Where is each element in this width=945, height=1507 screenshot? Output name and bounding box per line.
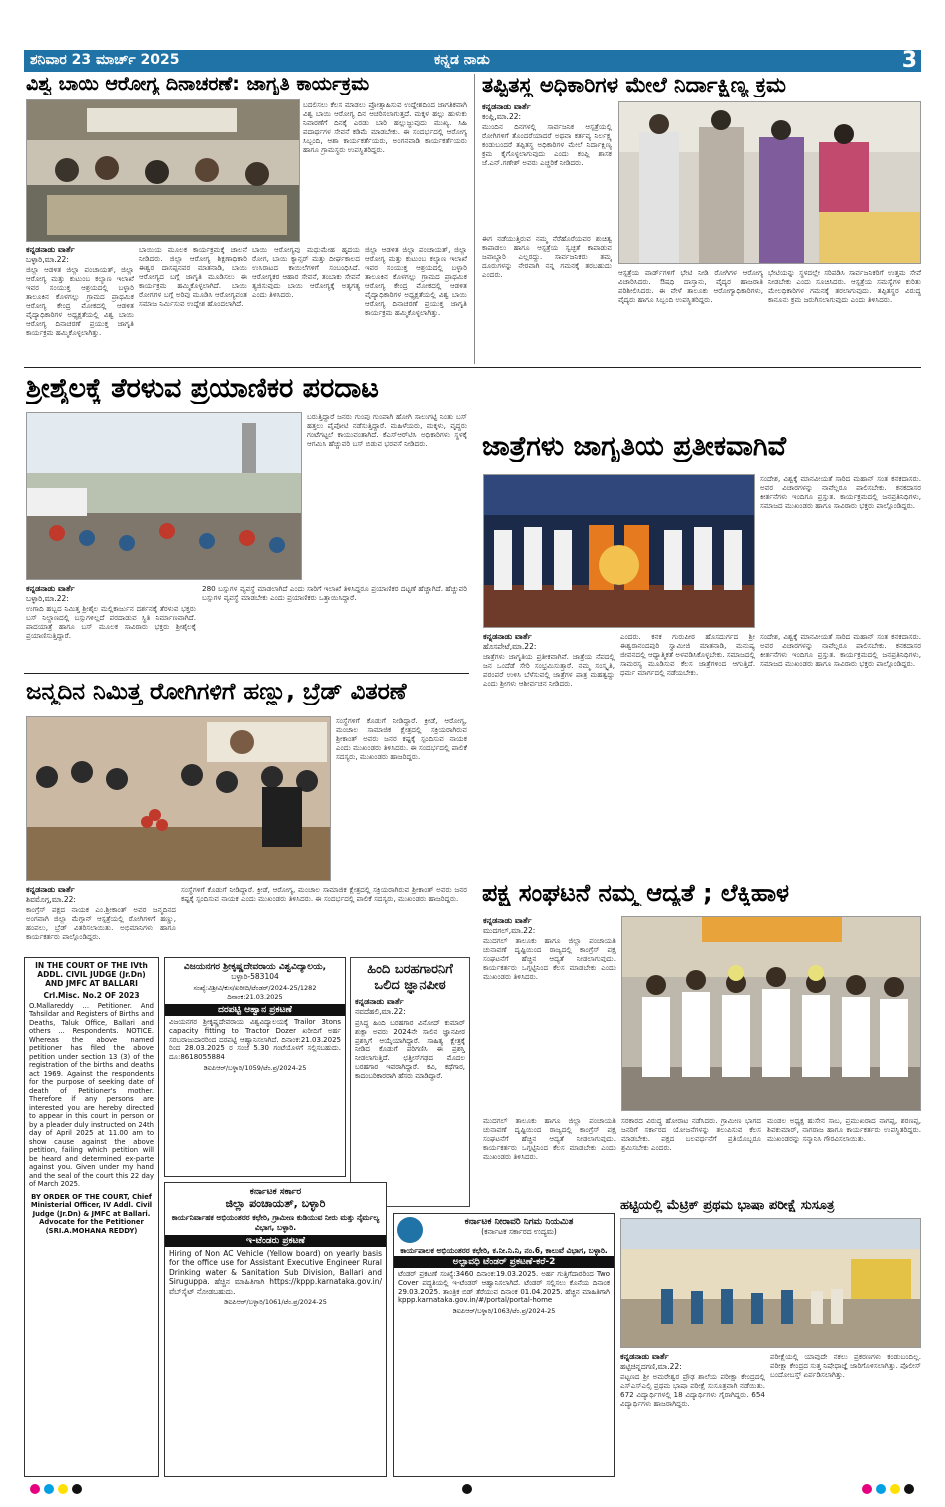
headline-health: ವಿಶ್ವ ಬಾಯಿ ಆರೋಗ್ಯ ದಿನಾಚರಣೆ: ಜಾಗೃತಿ ಕಾರ್ಯಕ್ರಮ — [26, 74, 370, 95]
registration-mark — [58, 1484, 68, 1494]
registration-mark — [904, 1484, 914, 1494]
fairs-col-1: ಜಾತ್ರೆಗಳು ಜಾಗೃತಿಯ ಪ್ರತೀಕವಾಗಿವೆ. ಜಾತ್ರೆಯ ನೆಪದಲ್ಲಿ ಜನ ಒಂದೆಡೆ ಸೇರಿ ಸಂಭ್ರಮಿಸುತ್ತಾರೆ. ನಮ್ಮ ಸಂಸ್ಕೃತಿ, ಪರಂಪರೆ ಉಳಿಸಿ ಬೆಳೆಸುವಲ್ಲಿ ಜಾತ್ರೆಗಳ ಪಾತ್ರ ಮಹತ್ವದ್ದು ಎಂದು ಶ್ರೀಗಳು ಆಶೀರ್ವಚನ ನೀಡಿದರು. — [483, 652, 615, 688]
party-byline: ಕನ್ನಡನಾಡು ವಾರ್ತೆ — [483, 916, 532, 925]
officials-byline: ಕನ್ನಡನಾಡು ವಾರ್ತೆ — [482, 102, 531, 111]
health-col-2: ಬಾಯಿಯ ಮೂಲಕ ಕಾರ್ಯಕ್ರಮಕ್ಕೆ ಚಾಲನೆ ನೀಡಿದರು. ಜಿಲ್ಲಾ ಆರೋಗ್ಯ ಶಿಕ್ಷಣಾಧಿಕಾರಿ ಈಶ್ವರ ದಾಸಪ್ಪನವರ ಮಾತನಾಡಿ, ಬಾಯಿ ಆರೋಗ್ಯದ ಬಗ್ಗೆ ಜಾಗೃತಿ ಮೂಡಿಸಲು ಈ ಕಾರ್ಯಕ್ರಮ ಹಮ್ಮಿಕೊಳ್ಳಲಾಗಿದೆ. ಬಾಯಿ ರೋಗಗಳ ಬಗ್ಗೆ ಅರಿವು ಮೂಡಿಸಿ ಆರೋಗ್ಯವಂತ ಸಮಾಜ ನಿರ್ಮಿಸುವ ಉದ್ದೇಶ ಹೊಂದಲಾಗಿದೆ. — [139, 245, 247, 308]
registration-mark — [862, 1484, 872, 1494]
hindi-body: ಪ್ರಸಿದ್ಧ ಹಿಂದಿ ಬರಹಗಾರ ವಿನೋದ್ ಕುಮಾರ್ ಶುಕ್ಲಾ ಅವರು 2024ನೇ ಸಾಲಿನ ಜ್ಞಾನಪೀಠ ಪ್ರಶಸ್ತಿಗೆ ಆಯ್ಕೆಯಾಗಿದ್ದಾರೆ. ಸಾಹಿತ್ಯ ಕ್ಷೇತ್ರಕ್ಕೆ ನೀಡಿದ ಕೊಡುಗೆ ಪರಿಗಣಿಸಿ ಈ ಪ್ರಶಸ್ತಿ ನೀಡಲಾಗುತ್ತಿದೆ. ಛತ್ತೀಸ್‌ಗಢದ ಮೊದಲ ಬರಹಗಾರ ಇವರಾಗಿದ್ದಾರೆ. ಕವಿ, ಕಥೆಗಾರ, ಕಾದಂಬರಿಕಾರರಾಗಿ ಹೆಸರು ಮಾಡಿದ್ದಾರೆ. — [355, 1019, 465, 1080]
party-col-2: ಸರಕಾರದ ವಿರುದ್ಧ ಹೋರಾಟ ನಡೆಸಿದರು. ಗ್ರಾಮೀಣ ಭಾಗದ ಜನರಿಗೆ ಸರ್ಕಾರದ ಯೋಜನೆಗಳನ್ನು ತಲುಪಿಸುವ ಕೆಲಸ ಮಾಡಬೇಕು. ಪಕ್ಷದ ಬಲವರ್ಧನೆಗೆ ಪ್ರತಿಯೊಬ್ಬರೂ ಶ್ರಮಿಸಬೇಕು ಎಂದರು. — [621, 1116, 761, 1152]
zp-footer: ಡಿಐಪಿಆರ್/ಬಳ್ಳಾರಿ/1061/ಟೆಂ.ಪ್ರ/2024-25 — [224, 1297, 327, 1306]
health-col-1: ಜಿಲ್ಲಾ ಆಡಳಿತ ಜಿಲ್ಲಾ ಪಂಚಾಯತ್, ಜಿಲ್ಲಾ ಆರೋಗ್ಯ ಮತ್ತು ಕುಟುಂಬ ಕಲ್ಯಾಣ ಇಲಾಖೆ ಇವರ ಸಂಯುಕ್ತ ಆಶ್ರಯದಲ್ಲಿ ಬಳ್ಳಾರಿ ತಾಲೂಕಿನ ಕೊಳಗಲ್ಲು ಗ್ರಾಮದ ಪ್ರಾಥಮಿಕ ಆರೋಗ್ಯ ಕೇಂದ್ರ ಮೋಕದಲ್ಲಿ ಆಡಳಿತ ವೈದ್ಯಾಧಿಕಾರಿಗಳ ಅಧ್ಯಕ್ಷತೆಯಲ್ಲಿ ವಿಶ್ವ ಬಾಯಿ ಆರೋಗ್ಯ ದಿನಾಚರಣೆ ಪ್ರಯುಕ್ತ ಜಾಗೃತಿ ಕಾರ್ಯಕ್ರಮ ಹಮ್ಮಿಕೊಳ್ಳಲಾಗಿತ್ತು. — [26, 265, 134, 337]
registration-mark — [72, 1484, 82, 1494]
srisailam-dateline: ಬಳ್ಳಾರಿ,ಮಾ.22: — [26, 594, 69, 603]
party-dateline: ಮುದಗಲ್,ಮಾ.22: — [483, 926, 536, 935]
zp-title: ಕರ್ನಾಟಕ ಸರ್ಕಾರ — [249, 1187, 302, 1197]
officials-col-1: ಮುಂದಿನ ದಿನಗಳಲ್ಲಿ ಸಾರ್ವಜನಿಕ ಆಸ್ಪತ್ರೆಯಲ್ಲಿ ರೋಗಿಗಳಿಗೆ ತೊಂದರೆಯಾದರೆ ಅಥವಾ ಕರ್ತವ್ಯ ನಿರ್ಲಕ್ಷ್ಯ ಕಂಡುಬಂದರೆ ತಪ್ಪಿತಸ್ಥ ಅಧಿಕಾರಿಗಳ ಮೇಲೆ ನಿರ್ದಾಕ್ಷಿಣ್ಯ ಕ್ರಮ ಕೈಗೊಳ್ಳಲಾಗುವುದು ಎಂದು ಕಂಪ್ಲಿ ಶಾಸಕ ಜೆ.ಎನ್.ಗಣೇಶ್ ಅವರು ಎಚ್ಚರಿಕೆ ನೀಡಿದರು. — [482, 122, 612, 167]
registration-mark — [30, 1484, 40, 1494]
registration-mark — [890, 1484, 900, 1494]
issue-date: ಶನಿವಾರ 23 ಮಾರ್ಚ್ 2025 — [30, 52, 180, 68]
birthday-byline: ಕನ್ನಡನಾಡು ವಾರ್ತೆ — [26, 885, 75, 894]
fairs-dateline: ಹೊಸಪೇಟೆ,ಮಾ.22: — [483, 642, 537, 651]
officials-dateline: ಕಂಪ್ಲಿ,ಮಾ.22: — [482, 112, 522, 121]
zp-sub2: ಕಾರ್ಯನಿರ್ವಾಹಕ ಅಭಿಯಂತರರ ಕಛೇರಿ, ಗ್ರಾಮೀಣ ಕುಡಿಯುವ ನೀರು ಮತ್ತು ನೈರ್ಮಲ್ಯ ವಿಭಾಗ, ಬಳ್ಳಾರಿ. — [171, 1213, 380, 1232]
registration-mark — [876, 1484, 886, 1494]
birthday-col-1: ಕಾಂಗ್ರೆಸ್ ಪಕ್ಷದ ನಾಯಕ ಎಂ.ಶ್ರೀಕಾಂತ್ ಅವರ ಜನ್ಮದಿನದ ಅಂಗವಾಗಿ ಜಿಲ್ಲಾ ಮೆಗ್ಗಾನ್ ಆಸ್ಪತ್ರೆಯಲ್ಲಿ ರೋಗಿಗಳಿಗೆ ಹಣ್ಣು, ಹಂಪಲು, ಬ್ರೆಡ್ ವಿತರಿಸಲಾಯಿತು. ಅಭಿಮಾನಿಗಳು ಹಾಗೂ ಕಾರ್ಯಕರ್ತರು ಪಾಲ್ಗೊಂಡಿದ್ದರು. — [26, 905, 176, 941]
water-footer: ಡಿಐಪಿಆರ್/ಬಳ್ಳಾರಿ/1063/ಟೆಂ.ಪ್ರ/2024-25 — [452, 1307, 556, 1315]
exam-col-2: ಪರೀಕ್ಷೆಯಲ್ಲಿ ಯಾವುದೇ ನಕಲು ಪ್ರಕರಣಗಳು ಕಂಡುಬಂದಿಲ್ಲ. ಪರೀಕ್ಷಾ ಕೇಂದ್ರದ ಸುತ್ತ ನಿಷೇಧಾಜ್ಞೆ ಜಾರಿಗೊಳಿಸಲಾಗಿತ್ತು. ಪೊಲೀಸ್ ಬಂದೋಬಸ್ತ್ ಏರ್ಪಡಿಸಲಾಗಿತ್ತು. — [770, 1352, 921, 1379]
photo-hospital-visit — [618, 101, 921, 264]
headline-officials: ತಪ್ಪಿತಸ್ಥ ಅಧಿಕಾರಿಗಳ ಮೇಲೆ ನಿರ್ದಾಕ್ಷಿಣ್ಯ ಕ್ರಮ — [482, 74, 786, 97]
univ-body: ವಿಜಯನಗರ ಶ್ರೀಕೃಷ್ಣದೇವರಾಯ ವಿಶ್ವವಿದ್ಯಾಲಯಕ್ಕೆ Trailor 3tons capacity fitting to Tractor Dozer ಖರೀದಿಗೆ ಅರ್ಹ ಸರಬರಾಜುದಾರರಿಂದ ದರಪಟ್ಟಿ ಆಹ್ವಾನಿಸಲಾಗಿದೆ. ದಿನಾಂಕ:21.03.2025 ರಿಂದ 28.03.2025 ರ ಸಂಜೆ 5.30 ಗಂಟೆಯೊಳಗೆ ಸಲ್ಲಿಸಬಹುದು. ದೂ:8618055884 — [169, 1018, 341, 1061]
party-col-3: ಮಂಡಲ ಅಧ್ಯಕ್ಷ ಹುಸೇನ ಸಾಬ, ಪ್ರಮುಖರಾದ ನಾಗಪ್ಪ, ಶರಣಪ್ಪ, ಶಿವಕುಮಾರ್, ನಾಗರಾಜ ಹಾಗೂ ಕಾರ್ಯಕರ್ತರು ಉಪಸ್ಥಿತರಿದ್ದರು. ಮುಖಂಡರನ್ನು ಸನ್ಮಾನಿಸಿ ಗೌರವಿಸಲಾಯಿತು. — [767, 1116, 921, 1143]
hindi-byline: ಕನ್ನಡನಾಡು ವಾರ್ತೆ — [355, 997, 404, 1007]
water-title: ಕರ್ನಾಟಕ ನೀರಾವರಿ ನಿಗಮ ನಿಯಮಿತ — [464, 1217, 574, 1227]
water-body: ಟೆಂಡರ್ ಪ್ರಕಟಣೆ ಸಂಖ್ಯೆ:3460 ದಿನಾಂಕ:19.03.2025. ಅರ್ಹ ಗುತ್ತಿಗೆದಾರರಿಂದ Two Cover ಪದ್ಧತಿಯಲ್ಲಿ ಇ-ಟೆಂಡರ್ ಆಹ್ವಾನಿಸಲಾಗಿದೆ. ಟೆಂಡರ್ ಸಲ್ಲಿಸಲು ಕೊನೆಯ ದಿನಾಂಕ 29.03.2025. ತಾಂತ್ರಿಕ ಬಿಡ್ ತೆರೆಯುವ ದಿನಾಂಕ 01.04.2025. ಹೆಚ್ಚಿನ ಮಾಹಿತಿಗಾಗಿ kppp.karnataka.gov.in/#/portal/portal-home — [398, 1270, 610, 1305]
birthday-col-right: ಸಂಸ್ಥೆಗಳಿಗೆ ಕೊಡುಗೆ ನೀಡಿದ್ದಾರೆ. ಕ್ರೀಡೆ, ಆರೋಗ್ಯ, ಮಂಚಾಲ ಸಾಮಾಜಿಕ ಕ್ಷೇತ್ರದಲ್ಲಿ ಸಕ್ರಿಯರಾಗಿರುವ ಶ್ರೀಕಾಂತ್ ಅವರು ಜನರ ಕಷ್ಟಕ್ಕೆ ಸ್ಪಂದಿಸುವ ನಾಯಕ ಎಂದು ಮುಖಂಡರು ತಿಳಿಸಿದರು. ಈ ಸಂದರ್ಭದಲ್ಲಿ ಪಾಲಿಕೆ ಸದಸ್ಯರು, ಮುಖಂಡರು ಹಾಜರಿದ್ದರು. — [336, 716, 467, 761]
headline-birthday: ಜನ್ಮದಿನ ನಿಮಿತ್ತ ರೋಗಿಗಳಿಗೆ ಹಣ್ಣು, ಬ್ರೆಡ್ ವಿತರಣೆ — [26, 680, 407, 705]
exam-col-1: ಪಟ್ಟಣದ ಶ್ರೀ ಅಮರೇಶ್ವರ ಪ್ರೌಢ ಶಾಲೆಯ ಪರೀಕ್ಷಾ ಕೇಂದ್ರದಲ್ಲಿ ಎಸ್ಎಸ್ಎಲ್ಸಿ ಪ್ರಥಮ ಭಾಷಾ ಪರೀಕ್ಷೆ ಸುಸೂತ್ರವಾಗಿ ನಡೆಯಿತು. 672 ವಿದ್ಯಾರ್ಥಿಗಳಲ್ಲಿ 18 ವಿದ್ಯಾರ್ಥಿಗಳು ಗೈರಾಗಿದ್ದರು. 654 ವಿದ್ಯಾರ್ಥಿಗಳು ಹಾಜರಾಗಿದ್ದರು. — [620, 1372, 765, 1408]
univ-ref: ಸಂಖ್ಯೆ:ವಿಶ್ರೀವಿ/ಕುಸ/ಖರೀದಿ/ಟೆಂಡರ್/2024-25/1282 ದಿನಾಂಕ:21.03.2025 — [193, 984, 317, 1001]
srisailam-byline: ಕನ್ನಡನಾಡು ವಾರ್ತೆ — [26, 584, 75, 593]
section-rule-2 — [24, 673, 469, 674]
univ-footer: ಡಿಐಪಿಆರ್/ಬಳ್ಳಾರಿ/1059/ಟೆಂ.ಪ್ರ/2024-25 — [203, 1063, 307, 1072]
photo-bus-stand-crowd — [26, 412, 302, 580]
univ-title: ವಿಜಯನಗರ ಶ್ರೀಕೃಷ್ಣದೇವರಾಯ ವಿಶ್ವವಿದ್ಯಾಲಯ, — [183, 962, 327, 972]
kalyana-logo-icon — [397, 1217, 423, 1243]
hindi-dateline: ನವದೆಹಲಿ,ಮಾ.22: — [355, 1007, 406, 1017]
headline-srisailam: ಶ್ರೀಶೈಲಕ್ಕೆ ತೆರಳುವ ಪ್ರಯಾಣಿಕರ ಪರದಾಟ — [26, 374, 379, 404]
officials-col-3: ಆಸ್ಪತ್ರೆಯ ವಾರ್ಡ್‌ಗಳಿಗೆ ಭೇಟಿ ನೀಡಿ ರೋಗಿಗಳ ಆರೋಗ್ಯ ವಿಚಾರಿಸಿದರು. ಔಷಧಿ ದಾಸ್ತಾನು, ವೈದ್ಯರ ಹಾಜರಾತಿ ಪರಿಶೀಲಿಸಿದರು. ಈ ವೇಳೆ ತಾಲೂಕು ಆರೋಗ್ಯಾಧಿಕಾರಿಗಳು, ವೈದ್ಯರು ಹಾಗೂ ಸಿಬ್ಬಂದಿ ಉಪಸ್ಥಿತರಿದ್ದರು. — [618, 268, 763, 304]
party-col-1: ಮುದಗಲ್ ತಾಲೂಕು ಹಾಗೂ ಜಿಲ್ಲಾ ಪಂಚಾಯತಿ ಚುನಾವಣೆ ದೃಷ್ಟಿಯಿಂದ ರಾಜ್ಯದಲ್ಲಿ ಕಾಂಗ್ರೆಸ್ ಪಕ್ಷ ಸಂಘಟನೆಗೆ ಹೆಚ್ಚಿನ ಆದ್ಯತೆ ನೀಡಲಾಗುವುದು. ಕಾರ್ಯಕರ್ತರು ಒಗ್ಗಟ್ಟಿನಿಂದ ಕೆಲಸ ಮಾಡಬೇಕು ಎಂದು ಮುಖಂಡರು ತಿಳಿಸಿದರು. — [483, 936, 616, 981]
srisailam-col-right: ಬರುತ್ತಿದ್ದಾರೆ ಜನರು ಗುಂಪು ಗುಂಪಾಗಿ ಹೋಗಿ ಸಾಲುಗಟ್ಟಿ ನಿಂತು ಬಸ್ ಹತ್ತಲು ಪೈಪೋಟಿ ನಡೆಸುತ್ತಿದ್ದಾರೆ. ಮಹಿಳೆಯರು, ಮಕ್ಕಳು, ವೃದ್ಧರು ಗಂಟೆಗಟ್ಟಲೆ ಕಾಯುವಂತಾಗಿದೆ. ಕೆಎಸ್ಆರ್‌ಟಿಸಿ ಅಧಿಕಾರಿಗಳು ಸ್ಥಳಕ್ಕೆ ಆಗಮಿಸಿ ಹೆಚ್ಚುವರಿ ಬಸ್ ಬಿಡುವ ಭರವಸೆ ನೀಡಿದರು. — [307, 412, 467, 448]
photo-exam-centre — [620, 1218, 921, 1348]
health-dateline: ಬಳ್ಳಾರಿ,ಮಾ.22: — [26, 255, 69, 264]
page-number: 3 — [901, 48, 917, 73]
health-byline: ಕನ್ನಡನಾಡು ವಾರ್ತೆ — [26, 245, 75, 254]
court-body: O.Mallareddy ... Petitioner. And Tahsildar and Registers of Births and Deaths, Taluk Office, Ballari and others ... Respondents. NOTICE. Whereas the above named petitioner has filed the above petition under section 13 (3) of the registration of the births and deaths act 1969. Against the respondents for the purpose of seeking date of death of Petitioner's mother. Therefore if any persons are interested you are hereby directed to appear in this court in person or by a pleader duly instructed on 24th day of April 2025 at 11.00 am to show cause against the above petition, failing which petition will be heard and determined ex-parte against you. Given under my hand and the seal of the court this 22 day of March 2025. — [29, 1002, 154, 1189]
health-col-4: ಜಿಲ್ಲಾ ಆಡಳಿತ ಜಿಲ್ಲಾ ಪಂಚಾಯತ್, ಜಿಲ್ಲಾ ಆರೋಗ್ಯ ಮತ್ತು ಕುಟುಂಬ ಕಲ್ಯಾಣ ಇಲಾಖೆ ಇವರ ಸಂಯುಕ್ತ ಆಶ್ರಯದಲ್ಲಿ ಬಳ್ಳಾರಿ ತಾಲೂಕಿನ ಕೊಳಗಲ್ಲು ಗ್ರಾಮದ ಪ್ರಾಥಮಿಕ ಆರೋಗ್ಯ ಕೇಂದ್ರ ಮೋಕದಲ್ಲಿ ಆಡಳಿತ ವೈದ್ಯಾಧಿಕಾರಿಗಳ ಅಧ್ಯಕ್ಷತೆಯಲ್ಲಿ ವಿಶ್ವ ಬಾಯಿ ಆರೋಗ್ಯ ದಿನಾಚರಣೆ ಪ್ರಯುಕ್ತ ಜಾಗೃತಿ ಕಾರ್ಯಕ್ರಮ ಹಮ್ಮಿಕೊಳ್ಳಲಾಗಿತ್ತು. — [365, 245, 467, 317]
party-col-4: ಮುದಗಲ್ ತಾಲೂಕು ಹಾಗೂ ಜಿಲ್ಲಾ ಪಂಚಾಯತಿ ಚುನಾವಣೆ ದೃಷ್ಟಿಯಿಂದ ರಾಜ್ಯದಲ್ಲಿ ಕಾಂಗ್ರೆಸ್ ಪಕ್ಷ ಸಂಘಟನೆಗೆ ಹೆಚ್ಚಿನ ಆದ್ಯತೆ ನೀಡಲಾಗುವುದು. ಕಾರ್ಯಕರ್ತರು ಒಗ್ಗಟ್ಟಿನಿಂದ ಕೆಲಸ ಮಾಡಬೇಕು ಎಂದು ಮುಖಂಡರು ತಿಳಿಸಿದರು. — [483, 1116, 616, 1161]
newspaper-name: ಕನ್ನಡ ನಾಡು — [434, 52, 490, 68]
fairs-col-3: ಸಂದೇಶ, ವಿಶ್ವಕ್ಕೆ ಮಾನವೀಯತೆ ಸಾರಿದ ಮಹಾನ್ ಸಂತ ಕನಕದಾಸರು. ಅವರ ವಿಚಾರಗಳನ್ನು ನಾವೆಲ್ಲರೂ ಪಾಲಿಸಬೇಕು. ಕನಕದಾಸರ ಕೀರ್ತನೆಗಳು ಇಂದಿಗೂ ಪ್ರಸ್ತುತ. ಕಾರ್ಯಕ್ರಮದಲ್ಲಿ ಜನಪ್ರತಿನಿಧಿಗಳು, ಸಮಾಜದ ಮುಖಂಡರು ಹಾಗೂ ಸಾವಿರಾರು ಭಕ್ತರು ಪಾಲ್ಗೊಂಡಿದ್ದರು. — [760, 632, 921, 668]
court-footer: BY ORDER OF THE COURT, Chief Ministerial Officer, IV Addl. Civil Judge (Jr.Dn) & JMFC at Ballari. Advocate for the Petitioner (SRI.A.MOHANA REDDY) — [30, 1192, 153, 1235]
masthead-bar — [24, 50, 921, 72]
health-col-3: ಬಾಯಿ ಆರೋಗ್ಯವು ಮಧುಮೇಹ ಹೃದಯ ರೋಗ, ಬಾಯಿ ಕ್ಯಾನ್ಸರ್ ಮತ್ತು ದೀರ್ಘಕಾಲದ ಉಸಿರಾಟದ ಕಾಯಿಲೆಗಳಿಗೆ ಸಂಬಂಧಿಸಿದೆ. ಆರೋಗ್ಯಕರ ಆಹಾರ ಸೇವನೆ, ತಂಬಾಕು ಸೇವನೆ ತ್ಯಜಿಸುವುದು ಬಾಯಿ ಆರೋಗ್ಯಕ್ಕೆ ಅತ್ಯಗತ್ಯ ಎಂದು ತಿಳಿಸಿದರು. — [252, 245, 360, 299]
photo-fair-stage — [483, 474, 755, 628]
court-case-no: Crl.Misc. No.2 OF 2023 — [43, 991, 140, 1000]
water-sub2: ಕಾರ್ಯಪಾಲಕ ಅಭಿಯಂತರರ ಕಛೇರಿ, ಕ.ನೀ.ನಿ.ನಿ, ನಂ.6, ಕಾಲುವೆ ವಿಭಾಗ, ಬಳ್ಳಾರಿ. — [400, 1246, 608, 1255]
exam-byline: ಕನ್ನಡನಾಡು ವಾರ್ತೆ — [620, 1352, 669, 1361]
headline-exam: ಹಟ್ಟಿಯಲ್ಲಿ ಮೆಟ್ರಿಕ್ ಪ್ರಥಮ ಭಾಷಾ ಪರೀಕ್ಷೆ ಸುಸೂತ್ರ — [620, 1199, 835, 1213]
fairs-col-2: ಎಂದರು. ಕನಕ ಗುರುಪೀಠ ಹೊಸದುರ್ಗದ ಶ್ರೀ ಈಶ್ವರಾನಂದಪುರಿ ಸ್ವಾಮೀಜಿ ಮಾತನಾಡಿ, ಮನುಷ್ಯ ಜೀವನದಲ್ಲಿ ಆಧ್ಯಾತ್ಮಿಕತೆ ಅಳವಡಿಸಿಕೊಳ್ಳಬೇಕು. ಸಮಾಜದಲ್ಲಿ ಸಾಮರಸ್ಯ ಮೂಡಿಸುವ ಕೆಲಸ ಜಾತ್ರೆಗಳಿಂದ ಆಗುತ್ತಿದೆ. ಧರ್ಮ ಮಾರ್ಗದಲ್ಲಿ ನಡೆಯಬೇಕು. — [620, 632, 755, 677]
fairs-byline: ಕನ್ನಡನಾಡು ವಾರ್ತೆ — [483, 632, 532, 641]
ad-court-notice — [24, 957, 159, 1477]
water-sub: (ಕರ್ನಾಟಕ ಸರ್ಕಾರದ ಉದ್ಯಮ) — [481, 1227, 557, 1236]
univ-sub: ಬಳ್ಳಾರಿ-583104 — [231, 972, 279, 981]
registration-mark — [462, 1484, 472, 1494]
ad-water-tender — [393, 1213, 615, 1477]
officials-col-2: ಈಗ ನಡೆಯುತ್ತಿರುವ ನಮ್ಮ ನೆರೆಹೊರೆಯವರ ಶುಚಿತ್ವ ಕಾಪಾಡಲು ಹಾಗೂ ಆಸ್ಪತ್ರೆಯ ಸ್ವಚ್ಛತೆ ಕಾಪಾಡುವ ಜವಾಬ್ದಾರಿ ಎಲ್ಲರದ್ದು. ಸಾರ್ವಜನಿಕರು ತಮ್ಮ ದೂರುಗಳನ್ನು ನೇರವಾಗಿ ನನ್ನ ಗಮನಕ್ಕೆ ತರಬಹುದು ಎಂದರು. — [482, 234, 612, 279]
ad-university-tender — [164, 957, 346, 1177]
court-title: IN THE COURT OF THE IVth ADDL. CIVIL JUDGE (Jr.Dn) AND JMFC AT BALLARI — [35, 961, 148, 988]
story-hindi-box — [350, 957, 470, 1207]
photo-fruit-distribution — [26, 716, 331, 881]
zp-body: Hiring of Non AC Vehicle (Yellow board) on yearly basis for the office use for Assistant Executive Engineer Rural Drinking water & Sanitation Sub Division, Ballari and Siruguppa. ಹೆಚ್ಚಿನ ಮಾಹಿತಿಗಾಗಿ https://kppp.karnataka.gov.in/ ವೆಬ್‌ಸೈಟ್ ನೋಡಬಹುದು. — [169, 1249, 382, 1296]
water-band: ಅಲ್ಪಾವಧಿ ಟೆಂಡರ್ ಪ್ರಕಟಣೆ-ಕರೆ-2 — [394, 1256, 614, 1268]
ad-zp-etender — [164, 1182, 387, 1477]
health-col-right: ಬದಲಿಸಲು ಕೆಲಸ ಮಾಡಲು ಪ್ರೋತ್ಸಾಹಿಸುವ ಉದ್ದೇಶದಿಂದ ಜಾಗತಿಕವಾಗಿ ವಿಶ್ವ ಬಾಯಿ ಆರೋಗ್ಯ ದಿನ ಆಚರಿಸಲಾಗುತ್ತದೆ. ಮಕ್ಕಳ ಹಲ್ಲು ಹುಳುಕು ನಿವಾರಣೆಗೆ ದಿನಕ್ಕೆ ಎರಡು ಬಾರಿ ಹಲ್ಲುಜ್ಜುವುದು ಮುಖ್ಯ. ಸಿಹಿ ಪದಾರ್ಥಗಳ ಸೇವನೆ ಕಡಿಮೆ ಮಾಡಬೇಕು. ಈ ಸಂದರ್ಭದಲ್ಲಿ ಆರೋಗ್ಯ ಸಿಬ್ಬಂದಿ, ಆಶಾ ಕಾರ್ಯಕರ್ತೆಯರು, ಅಂಗನವಾಡಿ ಕಾರ್ಯಕರ್ತೆಯರು ಹಾಗೂ ಗ್ರಾಮಸ್ಥರು ಉಪಸ್ಥಿತರಿದ್ದರು. — [303, 100, 467, 154]
birthday-dateline: ಶಿವಮೊಗ್ಗ,ಮಾ.22: — [26, 895, 76, 904]
photo-health-event — [26, 99, 300, 242]
birthday-col-2: ಸಂಸ್ಥೆಗಳಿಗೆ ಕೊಡುಗೆ ನೀಡಿದ್ದಾರೆ. ಕ್ರೀಡೆ, ಆರೋಗ್ಯ, ಮಂಚಾಲ ಸಾಮಾಜಿಕ ಕ್ಷೇತ್ರದಲ್ಲಿ ಸಕ್ರಿಯರಾಗಿರುವ ಶ್ರೀಕಾಂತ್ ಅವರು ಜನರ ಕಷ್ಟಕ್ಕೆ ಸ್ಪಂದಿಸುವ ನಾಯಕ ಎಂದು ಮುಖಂಡರು ತಿಳಿಸಿದರು. ಈ ಸಂದರ್ಭದಲ್ಲಿ ಪಾಲಿಕೆ ಸದಸ್ಯರು, ಮುಖಂಡರು ಹಾಜರಿದ್ದರು. — [181, 885, 467, 903]
headline-fairs: ಜಾತ್ರೆಗಳು ಜಾಗೃತಿಯ ಪ್ರತೀಕವಾಗಿವೆ — [482, 432, 787, 462]
srisailam-col-1: ಉಗಾದಿ ಹಬ್ಬದ ನಿಮಿತ್ತ ಶ್ರೀಶೈಲ ಮಲ್ಲಿಕಾರ್ಜುನ ದರ್ಶನಕ್ಕೆ ತೆರಳುವ ಭಕ್ತರು ಬಸ್ ನಿಲ್ದಾಣದಲ್ಲಿ ಬಸ್ಸುಗಳಿಲ್ಲದೆ ಪರದಾಡುವ ಸ್ಥಿತಿ ನಿರ್ಮಾಣವಾಗಿದೆ. ಪಾದಯಾತ್ರೆ ಹಾಗೂ ಬಸ್ ಮೂಲಕ ಸಾವಿರಾರು ಭಕ್ತರು ಶ್ರೀಶೈಲಕ್ಕೆ ಪ್ರಯಾಣಿಸುತ್ತಿದ್ದಾರೆ. — [26, 604, 196, 640]
photo-party-meeting — [621, 916, 921, 1111]
column-divider — [474, 74, 475, 364]
headline-party: ಪಕ್ಷ ಸಂಘಟನೆ ನಮ್ಮ ಆದ್ಯತೆ ; ಲೆಕ್ಕಿಹಾಳ — [482, 880, 790, 907]
officials-col-4: ಭೇಟಿಯನ್ನು ಸ್ಥಳದಲ್ಲೇ ಸರಿಪಡಿಸಿ ಸಾರ್ವಜನಿಕರಿಗೆ ಉತ್ತಮ ಸೇವೆ ನೀಡಬೇಕು ಎಂದು ಸೂಚಿಸಿದರು. ಆಸ್ಪತ್ರೆಯ ಸಮಸ್ಯೆಗಳ ಕುರಿತು ಮೇಲಧಿಕಾರಿಗಳ ಗಮನಕ್ಕೆ ತರಲಾಗುವುದು. ತಪ್ಪಿತಸ್ಥರ ವಿರುದ್ಧ ಕಾನೂನು ಕ್ರಮ ಜರುಗಿಸಲಾಗುವುದು ಎಂದು ತಿಳಿಸಿದರು. — [768, 268, 921, 304]
fairs-col-right: ಸಂದೇಶ, ವಿಶ್ವಕ್ಕೆ ಮಾನವೀಯತೆ ಸಾರಿದ ಮಹಾನ್ ಸಂತ ಕನಕದಾಸರು. ಅವರ ವಿಚಾರಗಳನ್ನು ನಾವೆಲ್ಲರೂ ಪಾಲಿಸಬೇಕು. ಕನಕದಾಸರ ಕೀರ್ತನೆಗಳು ಇಂದಿಗೂ ಪ್ರಸ್ತುತ. ಕಾರ್ಯಕ್ರಮದಲ್ಲಿ ಜನಪ್ರತಿನಿಧಿಗಳು, ಸಮಾಜದ ಮುಖಂಡರು ಹಾಗೂ ಸಾವಿರಾರು ಭಕ್ತರು ಪಾಲ್ಗೊಂಡಿದ್ದರು. — [760, 474, 921, 510]
registration-mark — [44, 1484, 54, 1494]
section-rule — [24, 367, 921, 368]
zp-sub: ಜಿಲ್ಲಾ ಪಂಚಾಯತ್, ಬಳ್ಳಾರಿ — [225, 1197, 326, 1210]
zp-band: ಇ-ಟೆಂಡರು ಪ್ರಕಟಣೆ — [165, 1235, 386, 1247]
exam-dateline: ಹಟ್ಟಿಚಿನ್ನದಗಣಿ,ಮಾ.22: — [620, 1362, 682, 1371]
headline-hindi: ಹಿಂದಿ ಬರಹಗಾರನಿಗೆ ಒಲಿದ ಜ್ಞಾನಪೀಠ — [367, 962, 453, 993]
univ-band: ದರಪಟ್ಟಿ ಆಹ್ವಾನ ಪ್ರಕಟಣೆ — [165, 1004, 345, 1016]
srisailam-col-2: 280 ಬಸ್ಸುಗಳ ವ್ಯವಸ್ಥೆ ಮಾಡಲಾಗಿದೆ ಎಂದು ಸಾರಿಗೆ ಇಲಾಖೆ ತಿಳಿಸಿದ್ದರೂ ಪ್ರಯಾಣಿಕರ ದಟ್ಟಣೆ ಹೆಚ್ಚಾಗಿದೆ. ಹೆಚ್ಚುವರಿ ಬಸ್ಸುಗಳ ವ್ಯವಸ್ಥೆ ಮಾಡಬೇಕು ಎಂದು ಪ್ರಯಾಣಿಕರು ಒತ್ತಾಯಿಸಿದ್ದಾರೆ. — [202, 584, 467, 602]
